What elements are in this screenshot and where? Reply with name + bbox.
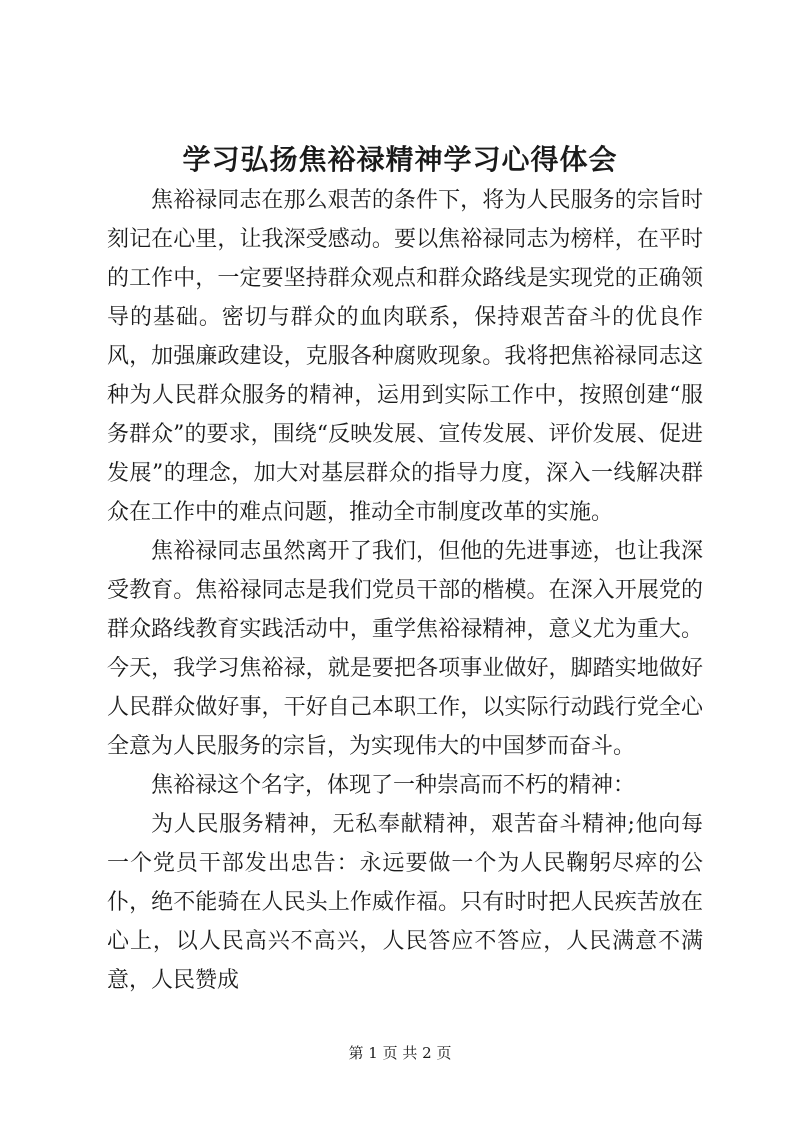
paragraph-3: 焦裕禄这个名字，体现了一种崇高而不朽的精神：	[151, 773, 636, 798]
paragraph-2: 焦裕禄同志虽然离开了我们，但他的先进事迹，也让我深受教育。焦裕禄同志是我们党员干部的楷模。在深入开展党的群众路线教育实践活动中，重学焦裕禄精神，意义尤为重大。今天，我学习焦裕禄，就是要把各项事业做好，脚踏实地做好人民群众做好事，干好自己本职工作，以实际行动践行党全心全意为人民服务的宗旨，为实现伟大的中国梦而奋斗。	[107, 539, 703, 759]
paragraph-4: 为人民服务精神，无私奉献精神，艰苦奋斗精神;他向每一个党员干部发出忠告：永远要做一个为人民鞠躬尽瘁的公仆，绝不能骑在人民头上作威作福。只有时时把人民疾苦放在心上，以人民高兴不高兴，人民答应不答应，人民满意不满意，人民赞成	[107, 812, 703, 993]
paragraph-1: 焦裕禄同志在那么艰苦的条件下，将为人民服务的宗旨时刻记在心里，让我深受感动。要以焦裕禄同志为榜样，在平时的工作中，一定要坚持群众观点和群众路线是实现党的正确领导的基础。密切与群众的血肉联系，保持艰苦奋斗的优良作风，加强廉政建设，克服各种腐败现象。我将把焦裕禄同志这种为人民群众服务的精神，运用到实际工作中，按照创建“服务群众”的要求，围绕“反映发展、宣传发展、评价发展、促进发展”的理念，加大对基层群众的指导力度，深入一线解决群众在工作中的难点问题，推动全市制度改革的实施。	[107, 188, 703, 525]
page-number-footer: 第 1 页 共 2 页	[348, 1044, 452, 1062]
page-title: 学习弘扬焦裕禄精神学习心得体会	[182, 143, 618, 176]
document-body	[107, 181, 703, 1000]
